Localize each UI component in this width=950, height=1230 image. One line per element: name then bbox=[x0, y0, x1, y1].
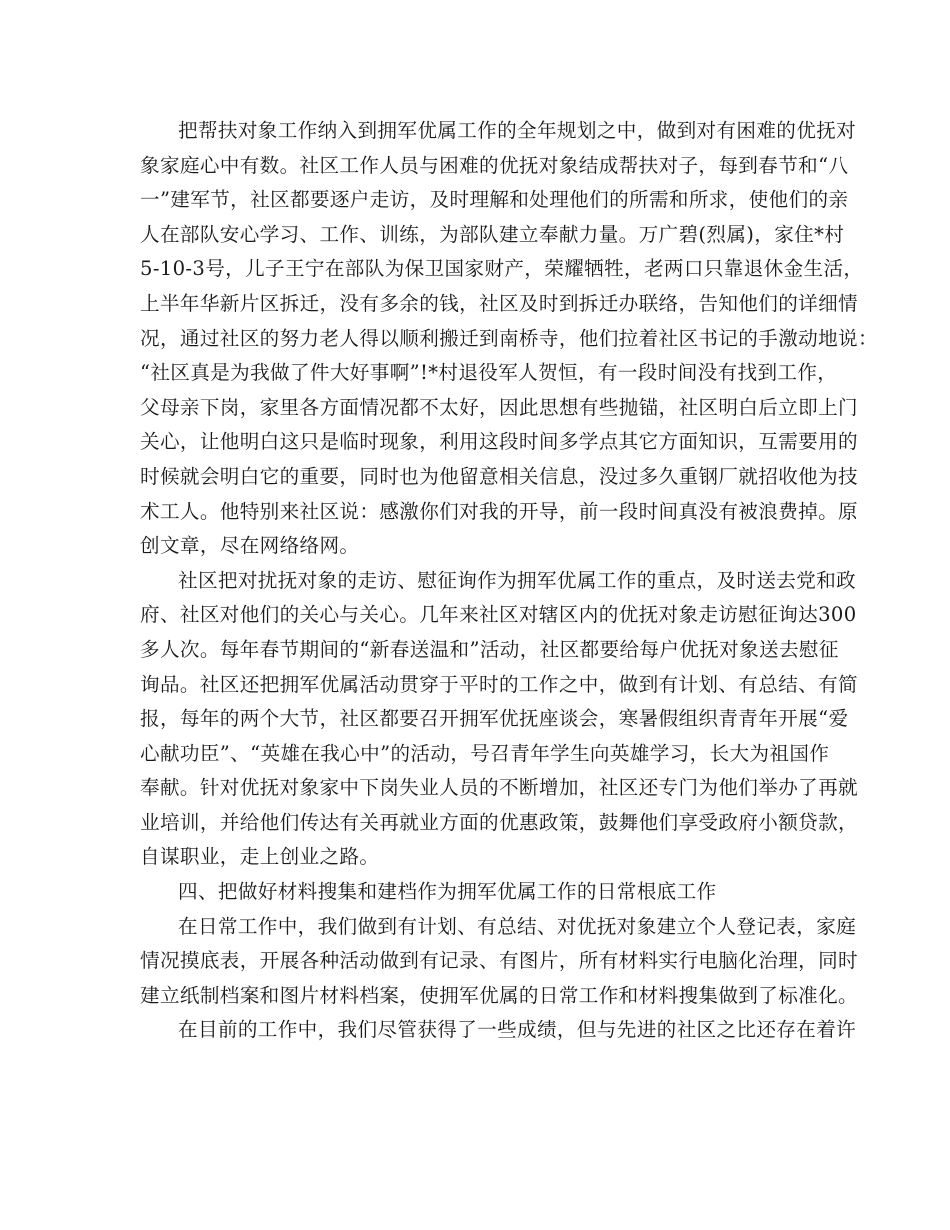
text-line: 上半年华新片区拆迁，没有多余的钱，社区及时到拆迁办联络，告知他们的详细情 bbox=[140, 291, 858, 315]
text-line: 5-10-3号，儿子王宁在部队为保卫国家财产，荣耀牺牲，老两口只靠退休金生活， bbox=[140, 257, 864, 281]
text-line: 人在部队安心学习、工作、训练，为部队建立奉献力量。万广碧(烈属)，家住*村 bbox=[140, 222, 845, 246]
text-line: 创文章，尽在网络络网。 bbox=[140, 534, 360, 558]
text-line: 术工人。他特别来社区说：感激你们对我的开导，前一段时间真没有被浪费掉。原 bbox=[140, 499, 858, 523]
text-line: 府、社区对他们的关心与关心。几年来社区对辖区内的优抚对象走访慰征询达300 bbox=[140, 603, 857, 627]
text-line: 奉献。针对优抚对象家中下岗失业人员的不断增加，社区还专门为他们举办了再就 bbox=[140, 776, 858, 800]
text-line: 自谋职业，走上创业之路。 bbox=[140, 845, 380, 869]
text-line: 父母亲下岗，家里各方面情况都不太好，因此思想有些抛锚，社区明白后立即上门 bbox=[140, 395, 858, 419]
text-line: 把帮扶对象工作纳入到拥军优属工作的全年规划之中，做到对有困难的优抚对 bbox=[178, 119, 857, 142]
text-line: 多人次。每年春节期间的“新春送温和”活动，社区都要给每户优抚对象送去慰征 bbox=[140, 637, 839, 661]
text-line: 时候就会明白它的重要，同时也为他留意相关信息，没过多久重钢厂就招收他为技 bbox=[140, 464, 858, 488]
text-line: 社区把对扰抚对象的走访、慰征询作为拥军优属工作的重点，及时送去党和政 bbox=[178, 568, 857, 592]
text-line: 在目前的工作中，我们尽管获得了一些成绩，但与先进的社区之比还存在着许 bbox=[178, 1018, 857, 1042]
text-line: 心献功臣”、“英雄在我心中”的活动，号召青年学生向英雄学习，长大为祖国作 bbox=[140, 741, 830, 765]
text-line: 报，每年的两个大节，社区都要召开拥军优抚座谈会，寒暑假组织青青年开展“爱 bbox=[140, 707, 849, 731]
text-line: 一”建军节，社区都要逐户走访，及时理解和处理他们的所需和所求，使他们的亲 bbox=[140, 188, 849, 212]
text-line: 关心，让他明白这只是临时现象，利用这段时间多学点其它方面知识，互需要用的 bbox=[140, 430, 858, 454]
text-line: 情况摸底表，开展各种活动做到有记录、有图片，所有材料实行电脑化治理，同时 bbox=[140, 949, 858, 973]
document-page bbox=[140, 114, 878, 1048]
section-heading: 四、把做好材料搜集和建档作为拥军优属工作的日常根底工作 bbox=[178, 880, 717, 904]
text-line: 询品。社区还把拥军优属活动贯穿于平时的工作之中，做到有计划、有总结、有简 bbox=[140, 672, 858, 696]
text-line: 业培训，并给他们传达有关再就业方面的优惠政策，鼓舞他们享受政府小额贷款， bbox=[140, 810, 858, 834]
text-line: 象家庭心中有数。社区工作人员与困难的优抚对象结成帮扶对子，每到春节和“八 bbox=[140, 153, 849, 177]
text-line: 建立纸制档案和图片材料档案，使拥军优属的日常工作和材料搜集做到了标准化。 bbox=[140, 983, 858, 1007]
text-line: 况，通过社区的努力老人得以顺利搬迁到南桥寺，他们拉着社区书记的手激动地说： bbox=[140, 326, 878, 350]
text-line: “社区真是为我做了件大好事啊”!*村退役军人贺恒，有一段时间没有找到工作， bbox=[140, 361, 838, 385]
text-line: 在日常工作中，我们做到有计划、有总结、对优抚对象建立个人登记表，家庭 bbox=[178, 914, 857, 938]
